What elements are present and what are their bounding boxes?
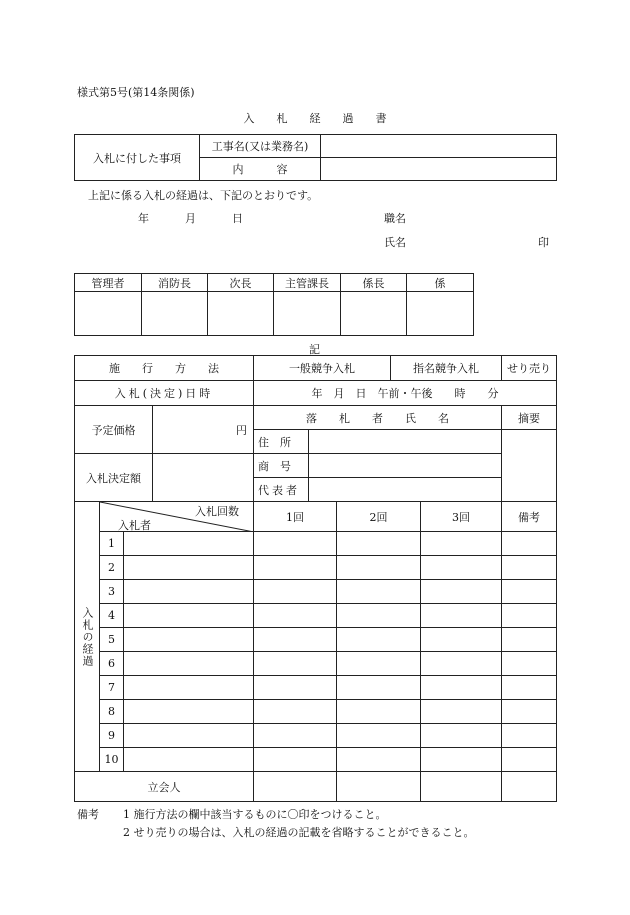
approval-seal-box[interactable] — [274, 292, 341, 336]
method-label: 施 行 方 法 — [75, 356, 254, 381]
round-1-cell[interactable] — [254, 556, 337, 580]
datetime-label: 入札(決定)日時 — [75, 381, 254, 406]
summary-label: 摘要 — [502, 406, 557, 430]
round-3-cell[interactable] — [421, 604, 502, 628]
round-2-cell[interactable] — [337, 724, 421, 748]
row-number: 2 — [100, 556, 124, 580]
decided-amount-label: 入札決定額 — [75, 454, 153, 502]
remarks-cell[interactable] — [502, 604, 557, 628]
date-year: 年 — [138, 212, 149, 225]
row-number: 10 — [100, 748, 124, 772]
row-number: 1 — [100, 532, 124, 556]
round-3-cell[interactable] — [421, 556, 502, 580]
remarks-cell[interactable] — [502, 700, 557, 724]
row-number: 5 — [100, 628, 124, 652]
project-name-field[interactable] — [321, 135, 557, 158]
bidder-name-cell[interactable] — [124, 532, 254, 556]
witness-cell-3[interactable] — [421, 772, 502, 802]
round-1-cell[interactable] — [254, 652, 337, 676]
date-month: 月 — [185, 212, 196, 225]
approval-header: 消防長 — [142, 274, 208, 292]
bidder-name-cell[interactable] — [124, 748, 254, 772]
round-1-cell[interactable] — [254, 628, 337, 652]
round-1-cell[interactable] — [254, 604, 337, 628]
round-3-header: 3回 — [421, 502, 502, 532]
datetime-value[interactable]: 年 月 日 午前・午後 時 分 — [254, 381, 557, 406]
round-1-cell[interactable] — [254, 532, 337, 556]
round-2-cell[interactable] — [337, 748, 421, 772]
bidder-name-cell[interactable] — [124, 700, 254, 724]
method-general-competitive[interactable]: 一般競争入札 — [254, 356, 391, 381]
business-name-label: 商 号 — [254, 454, 309, 478]
seal-mark: 印 — [538, 236, 549, 249]
remarks-cell[interactable] — [502, 628, 557, 652]
round-1-cell[interactable] — [254, 748, 337, 772]
round-2-cell[interactable] — [337, 676, 421, 700]
content-label: 内 容 — [200, 158, 321, 181]
document-title: 入 札 経 過 書 — [243, 112, 387, 125]
ki-label: 記 — [309, 343, 320, 356]
project-name-label: 工事名(又は業務名) — [200, 135, 321, 158]
decided-amount-field[interactable] — [153, 454, 254, 502]
subject-row-label: 入札に付した事項 — [75, 135, 200, 181]
bid-process-label: 入札の経過 — [75, 502, 100, 772]
winner-name-label: 落 札 者 氏 名 — [254, 406, 502, 430]
rounds-label: 入札回数 — [195, 505, 239, 518]
bid-process-table — [74, 355, 557, 802]
round-3-cell[interactable] — [421, 748, 502, 772]
address-field[interactable] — [309, 430, 502, 454]
summary-field[interactable] — [502, 430, 557, 502]
round-1-cell[interactable] — [254, 676, 337, 700]
remarks-cell[interactable] — [502, 724, 557, 748]
bidder-name-cell[interactable] — [124, 628, 254, 652]
content-field[interactable] — [321, 158, 557, 181]
address-label: 住 所 — [254, 430, 309, 454]
approval-seal-box[interactable] — [341, 292, 407, 336]
method-designated-competitive[interactable]: 指名競争入札 — [391, 356, 502, 381]
round-3-cell[interactable] — [421, 628, 502, 652]
rounds-bidder-header — [100, 502, 254, 532]
remarks-cell[interactable] — [502, 532, 557, 556]
note-item: 2 せり売りの場合は、入札の経過の記載を省略することができること。 — [123, 826, 475, 839]
date-day: 日 — [232, 212, 243, 225]
round-3-cell[interactable] — [421, 532, 502, 556]
statement-text: 上記に係る入札の経過は、下記のとおりです。 — [88, 189, 319, 202]
approval-header: 係長 — [341, 274, 407, 292]
representative-field[interactable] — [309, 478, 502, 502]
representative-label: 代表者 — [254, 478, 309, 502]
planned-price-yen: 円 — [153, 406, 254, 454]
bidder-name-cell[interactable] — [124, 580, 254, 604]
round-1-cell[interactable] — [254, 724, 337, 748]
round-2-cell[interactable] — [337, 532, 421, 556]
witness-cell-1[interactable] — [254, 772, 337, 802]
remarks-cell[interactable] — [502, 676, 557, 700]
row-number: 9 — [100, 724, 124, 748]
subject-table — [74, 134, 557, 181]
round-2-cell[interactable] — [337, 604, 421, 628]
round-3-cell[interactable] — [421, 724, 502, 748]
remarks-cell[interactable] — [502, 580, 557, 604]
remarks-cell[interactable] — [502, 652, 557, 676]
round-1-cell[interactable] — [254, 580, 337, 604]
form-number: 様式第5号(第14条関係) — [77, 86, 195, 99]
round-3-cell[interactable] — [421, 676, 502, 700]
approval-table — [74, 273, 474, 336]
round-2-header: 2回 — [337, 502, 421, 532]
round-2-cell[interactable] — [337, 580, 421, 604]
bidder-name-cell[interactable] — [124, 676, 254, 700]
bidder-label: 入札者 — [118, 519, 151, 532]
approval-header: 次長 — [208, 274, 274, 292]
approval-header: 管理者 — [75, 274, 142, 292]
approval-seal-box[interactable] — [208, 292, 274, 336]
planned-price-label: 予定価格 — [75, 406, 153, 454]
bidder-name-cell[interactable] — [124, 556, 254, 580]
round-3-cell[interactable] — [421, 652, 502, 676]
round-1-header: 1回 — [254, 502, 337, 532]
method-auction[interactable]: せり売り — [502, 356, 557, 381]
approval-seal-box[interactable] — [142, 292, 208, 336]
round-3-cell[interactable] — [421, 580, 502, 604]
round-2-cell[interactable] — [337, 628, 421, 652]
approval-seal-box[interactable] — [407, 292, 474, 336]
row-number: 3 — [100, 580, 124, 604]
witness-label: 立会人 — [75, 772, 254, 802]
approval-header: 係 — [407, 274, 474, 292]
name-label: 氏名 — [384, 236, 406, 249]
round-2-cell[interactable] — [337, 652, 421, 676]
row-number: 8 — [100, 700, 124, 724]
round-2-cell[interactable] — [337, 700, 421, 724]
row-number: 6 — [100, 652, 124, 676]
position-label: 職名 — [384, 212, 406, 225]
row-number: 4 — [100, 604, 124, 628]
round-2-cell[interactable] — [337, 556, 421, 580]
approval-header: 主管課長 — [274, 274, 341, 292]
notes-label: 備考 — [77, 808, 99, 821]
remarks-cell[interactable] — [502, 748, 557, 772]
bidder-name-cell[interactable] — [124, 652, 254, 676]
round-3-cell[interactable] — [421, 700, 502, 724]
witness-cell-2[interactable] — [337, 772, 421, 802]
bidder-name-cell[interactable] — [124, 724, 254, 748]
row-number: 7 — [100, 676, 124, 700]
witness-cell-4[interactable] — [502, 772, 557, 802]
remarks-cell[interactable] — [502, 556, 557, 580]
business-name-field[interactable] — [309, 454, 502, 478]
remarks-header: 備考 — [502, 502, 557, 532]
round-1-cell[interactable] — [254, 700, 337, 724]
bidder-name-cell[interactable] — [124, 604, 254, 628]
note-item: 1 施行方法の欄中該当するものに〇印をつけること。 — [123, 808, 387, 821]
approval-seal-box[interactable] — [75, 292, 142, 336]
